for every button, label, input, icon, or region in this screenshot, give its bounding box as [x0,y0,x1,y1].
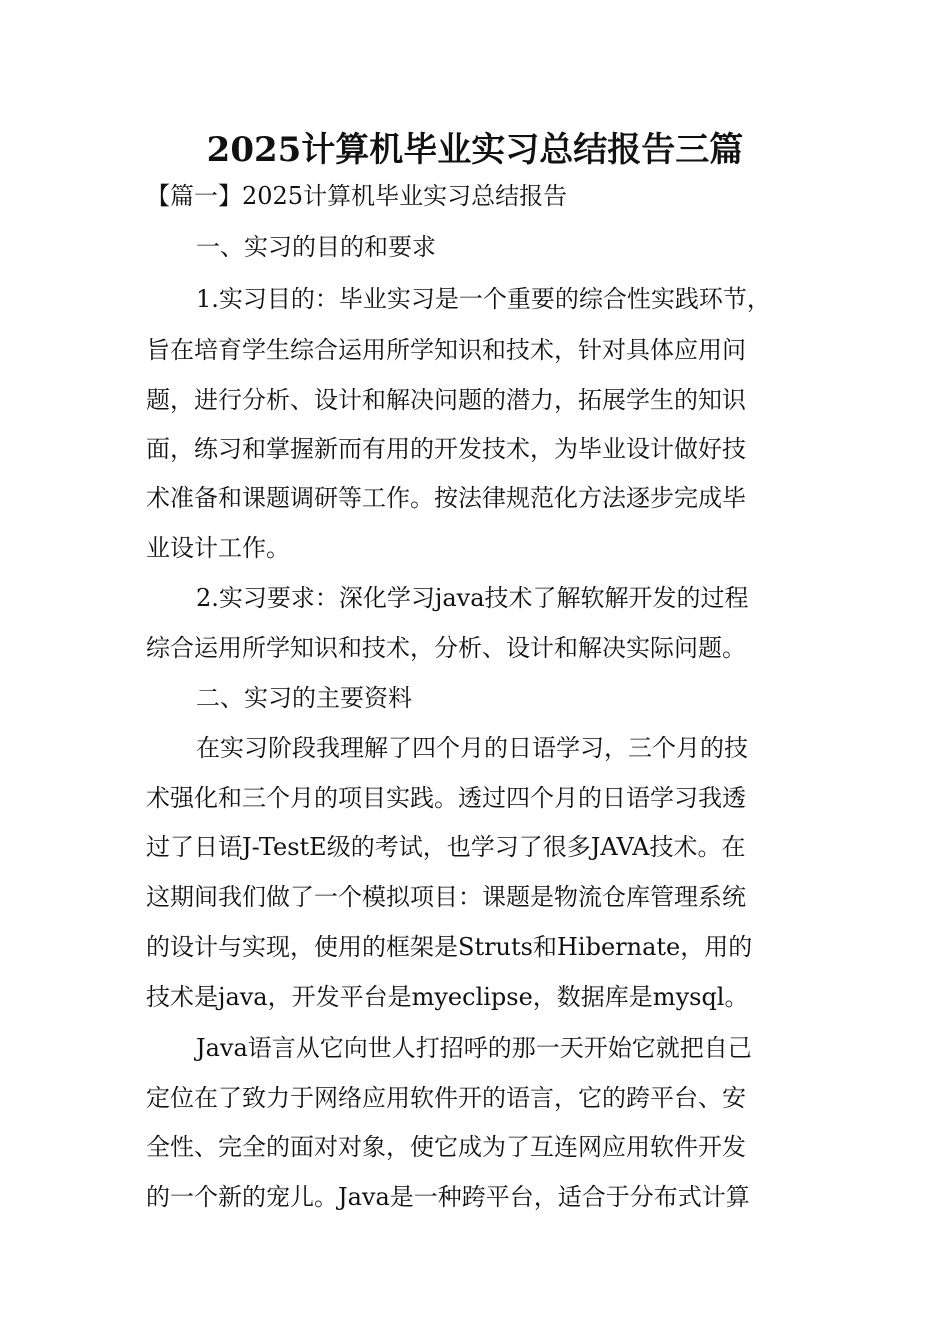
paragraph-line: 2.实习要求：深化学习java技术了解软解开发的过程 [196,584,749,612]
paragraph-line: 术强化和三个月的项目实践。透过四个月的日语学习我透 [146,784,746,812]
subsection-heading: 一、实习的目的和要求 [196,233,436,261]
paragraph-line: 定位在了致力于网络应用软件开的语言，它的跨平台、安 [146,1084,746,1112]
paragraph-line: 这期间我们做了一个模拟项目：课题是物流仓库管理系统 [146,883,746,911]
paragraph-line: 的一个新的宠儿。Java是一种跨平台，适合于分布式计算 [146,1183,750,1211]
paragraph-line: 的设计与实现，使用的框架是Struts和Hibernate，用的 [146,933,753,961]
paragraph-line: 综合运用所学知识和技术，分析、设计和解决实际问题。 [146,634,746,662]
paragraph-line: Java语言从它向世人打招呼的那一天开始它就把自己 [196,1034,752,1062]
paragraph-line: 业设计工作。 [146,534,290,562]
paragraph-line: 技术是java，开发平台是myeclipse，数据库是mysql。 [146,983,749,1011]
document-title: 2025计算机毕业实习总结报告三篇 [206,130,744,170]
paragraph-line: 全性、完全的面对对象，使它成为了互连网应用软件开发 [146,1133,746,1161]
paragraph-line: 面，练习和掌握新而有用的开发技术，为毕业设计做好技 [146,435,746,463]
paragraph-line: 术准备和课题调研等工作。按法律规范化方法逐步完成毕 [146,484,746,512]
section-heading: 【篇一】2025计算机毕业实习总结报告 [146,182,568,210]
subsection-heading: 二、实习的主要资料 [196,684,412,712]
paragraph-line: 题，进行分析、设计和解决问题的潜力，拓展学生的知识 [146,386,746,414]
paragraph-line: 在实习阶段我理解了四个月的日语学习，三个月的技 [196,734,748,762]
paragraph-line: 过了日语J-TestE级的考试，也学习了很多JAVA技术。在 [146,833,746,861]
paragraph-line: 1.实习目的：毕业实习是一个重要的综合性实践环节， [196,285,771,313]
paragraph-line: 旨在培育学生综合运用所学知识和技术，针对具体应用问 [146,336,746,364]
